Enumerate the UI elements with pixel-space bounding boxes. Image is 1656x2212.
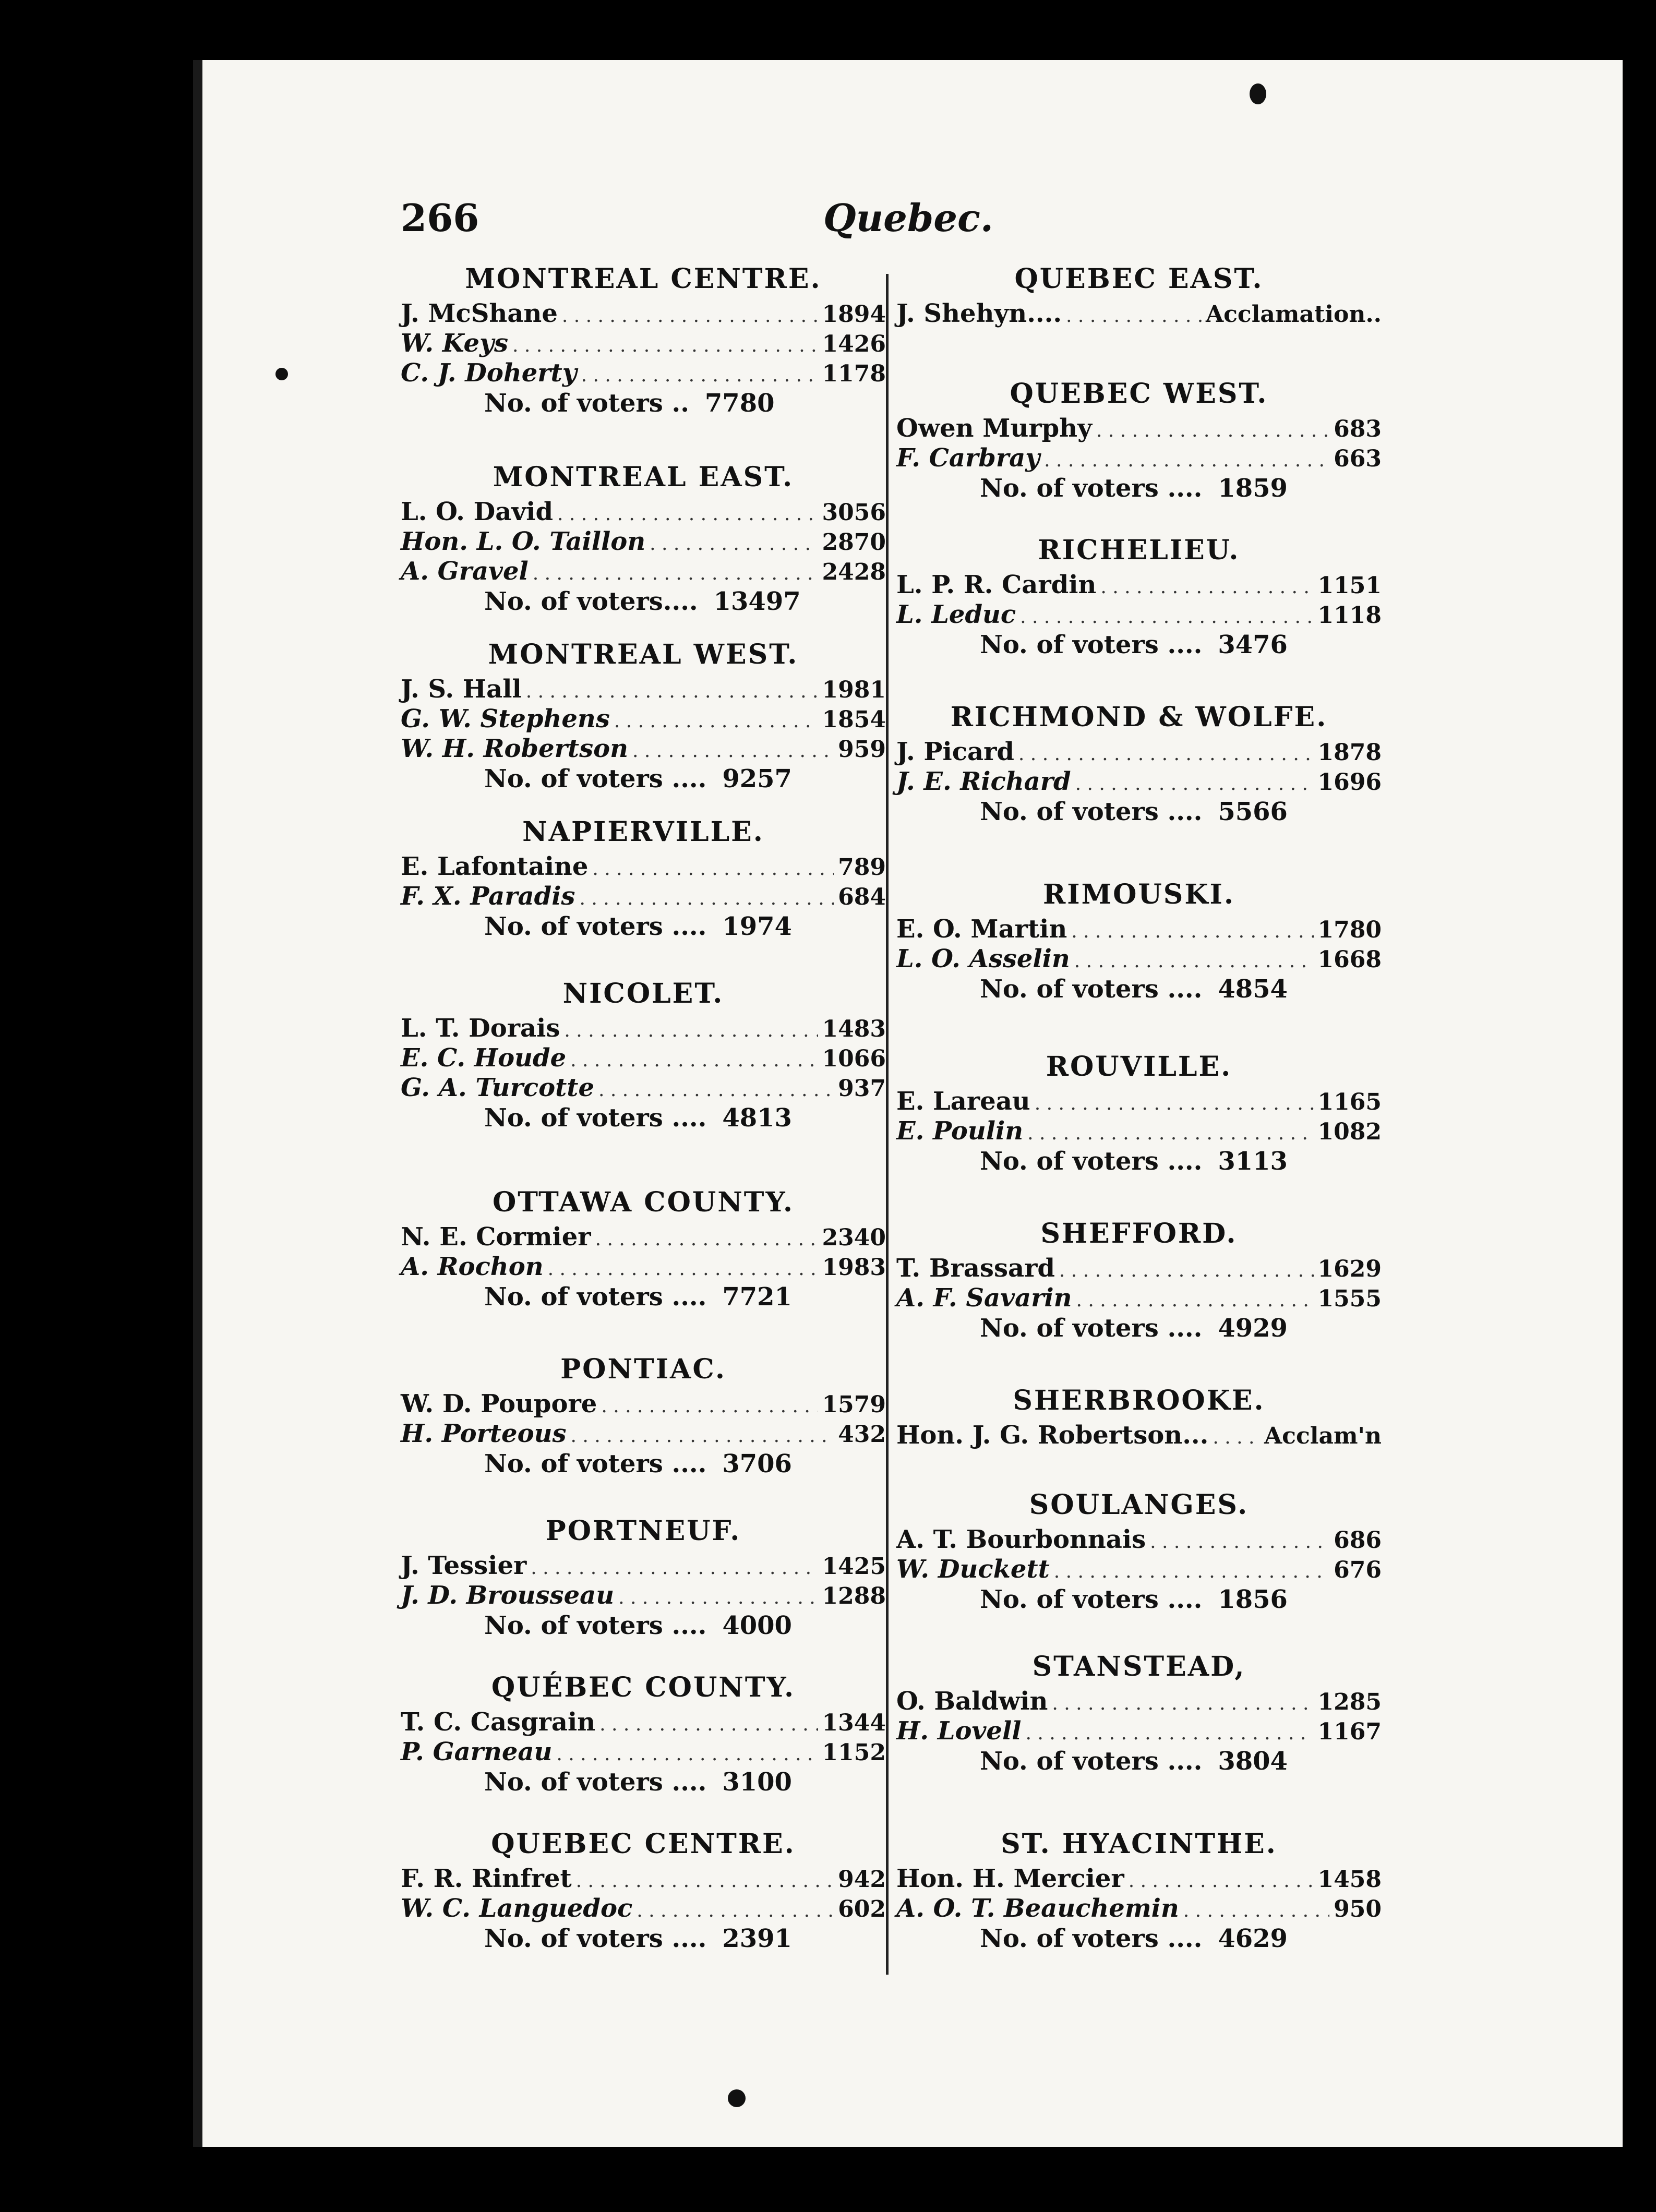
voters-total-row — [896, 1747, 1382, 1775]
dot-leader — [1020, 604, 1313, 631]
district-block — [896, 1823, 1382, 1953]
candidate-votes: Acclam'n — [1264, 1423, 1382, 1449]
dot-leader — [564, 1017, 818, 1044]
candidate-name: Hon. H. Mercier — [896, 1864, 1124, 1893]
voters-label: No. of voters .... — [980, 1147, 1203, 1176]
dot-leader — [1100, 574, 1313, 601]
district-block — [896, 696, 1382, 826]
candidate-name: A. T. Bourbonnais — [896, 1525, 1146, 1554]
voters-total-row — [401, 389, 886, 417]
dot-leader — [1183, 1897, 1329, 1925]
candidate-votes: 789 — [838, 854, 886, 881]
voters-label: No. of voters .... — [980, 1924, 1203, 1953]
voters-label: No. of voters .... — [484, 912, 707, 941]
voters-count: 4629 — [1218, 1924, 1288, 1953]
candidate-name: A. Gravel — [401, 557, 529, 586]
candidate-votes: 959 — [838, 736, 886, 763]
voters-count: 7780 — [704, 389, 775, 418]
candidate-row — [401, 359, 886, 389]
candidate-votes: 1579 — [822, 1391, 886, 1418]
candidate-row — [401, 1253, 886, 1283]
voters-total-row — [401, 1925, 886, 1953]
dot-leader — [1150, 1529, 1329, 1556]
candidate-name: F. Carbray — [896, 443, 1040, 473]
candidate-votes: 1344 — [822, 1710, 886, 1736]
dot-leader — [599, 1711, 818, 1738]
voters-count: 7721 — [722, 1282, 792, 1312]
candidate-row — [401, 300, 886, 330]
district-block — [896, 1380, 1382, 1451]
candidate-name: J. D. Brousseau — [401, 1581, 615, 1610]
candidate-votes: 1696 — [1317, 769, 1382, 796]
ink-speck — [275, 368, 288, 380]
district-name: QUEBEC WEST. — [1010, 378, 1268, 410]
candidate-votes: 1082 — [1317, 1119, 1382, 1145]
candidate-name: L. T. Dorais — [401, 1014, 560, 1043]
voters-total-row — [896, 1314, 1382, 1342]
voters-label: No. of voters.... — [484, 587, 698, 616]
candidate-row — [401, 1044, 886, 1074]
candidate-name: J. S. Hall — [401, 675, 522, 704]
district-block — [401, 1182, 886, 1311]
candidate-name: E. O. Martin — [896, 915, 1067, 944]
candidate-row — [401, 1552, 886, 1582]
dot-leader — [595, 1226, 818, 1253]
candidate-votes: 663 — [1334, 446, 1382, 472]
voters-total-row — [896, 975, 1382, 1003]
candidate-name: H. Lovell — [896, 1716, 1022, 1746]
district-block — [401, 634, 886, 793]
voters-total-row — [896, 474, 1382, 502]
candidate-name: C. J. Doherty — [401, 358, 577, 388]
candidate-votes: 1165 — [1317, 1089, 1382, 1115]
candidate-row — [401, 1074, 886, 1104]
dot-leader — [1054, 1558, 1329, 1585]
candidate-name: Hon. L. O. Taillon — [401, 527, 646, 556]
candidate-row — [401, 1582, 886, 1612]
dot-leader — [618, 1584, 818, 1612]
candidate-name: E. Poulin — [896, 1116, 1024, 1146]
candidate-name: W. C. Languedoc — [401, 1894, 633, 1923]
dot-leader — [512, 332, 818, 359]
dot-leader — [601, 1393, 818, 1420]
candidate-votes: 937 — [838, 1075, 886, 1102]
voters-label: No. of voters .... — [980, 1314, 1203, 1343]
voters-total-row — [401, 1283, 886, 1311]
dot-leader — [614, 708, 818, 735]
dot-leader — [1027, 1120, 1313, 1147]
candidate-row — [896, 1688, 1382, 1717]
district-name: ST. HYACINTHE. — [1001, 1828, 1277, 1860]
candidate-name: W. Keys — [401, 329, 508, 358]
candidate-name: E. C. Houde — [401, 1043, 567, 1073]
candidate-votes: 1629 — [1317, 1256, 1382, 1282]
voters-count: 13497 — [713, 587, 801, 616]
candidate-row — [896, 1865, 1382, 1895]
dot-leader — [1044, 447, 1329, 474]
district-name: SOULANGES. — [1029, 1489, 1249, 1521]
dot-leader — [1071, 918, 1313, 945]
candidate-votes: 2870 — [822, 529, 886, 556]
district-name: MONTREAL EAST. — [493, 461, 794, 493]
district-block — [401, 258, 886, 417]
district-name: SHERBROOKE. — [1013, 1385, 1265, 1416]
voters-label: No. of voters .... — [980, 1747, 1203, 1776]
dot-leader — [1052, 1690, 1313, 1717]
candidate-votes: 950 — [1334, 1896, 1382, 1922]
candidate-votes: 684 — [838, 884, 886, 910]
candidate-votes: 1425 — [822, 1553, 886, 1580]
voters-count: 4000 — [722, 1611, 792, 1640]
dot-leader — [579, 885, 834, 912]
candidate-row — [896, 1717, 1382, 1747]
dot-leader — [1018, 741, 1314, 768]
candidate-votes: 1152 — [822, 1739, 886, 1766]
candidate-votes: 1668 — [1317, 946, 1382, 973]
candidate-row — [401, 1709, 886, 1738]
voters-count: 3476 — [1218, 630, 1288, 659]
voters-label: No. of voters .... — [980, 797, 1203, 826]
voters-label: No. of voters .... — [980, 474, 1203, 503]
voters-label: No. of voters .... — [484, 1449, 707, 1478]
candidate-name: E. Lafontaine — [401, 852, 589, 881]
candidate-row — [401, 883, 886, 912]
voters-total-row — [401, 587, 886, 616]
page-number: 266 — [401, 196, 479, 240]
candidate-votes: 686 — [1334, 1527, 1382, 1554]
candidate-name: P. Garneau — [401, 1737, 553, 1766]
voters-label: No. of voters .... — [484, 1282, 707, 1312]
district-block — [401, 1349, 886, 1478]
candidate-row — [896, 1255, 1382, 1284]
candidate-votes: 1426 — [822, 331, 886, 357]
voters-count: 9257 — [722, 764, 792, 794]
dot-leader — [650, 531, 818, 558]
candidate-name: A. O. T. Beauchemin — [896, 1894, 1179, 1923]
voters-total-row — [896, 798, 1382, 826]
candidate-name: J. Tessier — [401, 1551, 527, 1580]
voters-count: 3113 — [1218, 1147, 1288, 1176]
dot-leader — [581, 362, 818, 389]
candidate-votes: 2428 — [822, 559, 886, 585]
candidate-row — [896, 1895, 1382, 1925]
district-block — [401, 811, 886, 941]
district-name: PONTIAC. — [560, 1353, 726, 1385]
column-divider — [886, 274, 889, 1975]
candidate-votes: 1894 — [822, 301, 886, 328]
district-block — [401, 456, 886, 616]
candidate-name: W. D. Poupore — [401, 1389, 597, 1418]
candidate-name: F. R. Rinfret — [401, 1864, 572, 1893]
voters-count: 2391 — [722, 1924, 792, 1953]
candidate-name: Owen Murphy — [896, 414, 1092, 443]
candidate-name: O. Baldwin — [896, 1687, 1048, 1716]
voters-total-row — [896, 1147, 1382, 1175]
candidate-row — [401, 735, 886, 765]
candidate-row — [896, 300, 1382, 330]
dot-leader — [526, 678, 818, 705]
dot-leader — [1213, 1424, 1260, 1451]
district-name: STANSTEAD, — [1032, 1651, 1246, 1682]
candidate-votes: 602 — [838, 1896, 886, 1922]
voters-count: 3804 — [1218, 1747, 1288, 1776]
candidate-name: G. W. Stephens — [401, 704, 610, 734]
candidate-row — [401, 1420, 886, 1450]
dot-leader — [632, 738, 834, 765]
candidate-votes: 942 — [838, 1866, 886, 1893]
voters-total-row — [401, 1450, 886, 1478]
candidate-row — [896, 601, 1382, 631]
candidate-votes: 1483 — [822, 1016, 886, 1042]
dot-leader — [570, 1047, 818, 1074]
voters-total-row — [401, 1612, 886, 1640]
candidate-row — [401, 676, 886, 705]
district-block — [401, 973, 886, 1132]
candidate-row — [896, 1284, 1382, 1314]
voters-total-row — [401, 1104, 886, 1132]
candidate-name: L. P. R. Cardin — [896, 570, 1097, 599]
district-block — [896, 1046, 1382, 1175]
candidate-row — [896, 916, 1382, 945]
candidate-name: E. Lareau — [896, 1087, 1030, 1116]
district-block — [896, 1213, 1382, 1342]
district-name: QUÉBEC COUNTY. — [491, 1672, 796, 1703]
voters-label: No. of voters .... — [484, 1103, 707, 1133]
district-name: QUEBEC CENTRE. — [491, 1828, 796, 1860]
candidate-row — [401, 1390, 886, 1420]
district-name: PORTNEUF. — [545, 1515, 741, 1547]
district-name: OTTAWA COUNTY. — [492, 1186, 795, 1218]
candidate-votes: 1555 — [1317, 1285, 1382, 1312]
candidate-name: J. McShane — [401, 299, 558, 328]
district-block — [401, 1823, 886, 1953]
voters-label: No. of voters .... — [484, 1611, 707, 1640]
voters-count: 4813 — [722, 1103, 792, 1133]
candidate-row — [401, 1223, 886, 1253]
district-name: MONTREAL WEST. — [488, 639, 799, 670]
candidate-row — [896, 945, 1382, 975]
voters-count: 4929 — [1218, 1314, 1288, 1343]
dot-leader — [1066, 303, 1202, 330]
dot-leader — [1059, 1257, 1314, 1284]
candidate-votes: 676 — [1334, 1557, 1382, 1583]
dot-leader — [556, 1741, 818, 1768]
dot-leader — [1035, 1090, 1314, 1117]
candidate-row — [896, 1117, 1382, 1147]
dot-leader — [1025, 1720, 1313, 1747]
running-head: Quebec. — [823, 196, 993, 240]
candidate-name: N. E. Cormier — [401, 1222, 591, 1252]
dot-leader — [531, 1555, 818, 1582]
candidate-name: G. A. Turcotte — [401, 1073, 594, 1102]
candidate-name: L. Leduc — [896, 600, 1016, 629]
voters-count: 3100 — [722, 1768, 792, 1797]
candidate-votes: 1066 — [822, 1045, 886, 1072]
candidate-name: T. Brassard — [896, 1254, 1055, 1283]
voters-total-row — [401, 1768, 886, 1796]
candidate-row — [401, 528, 886, 558]
voters-count: 1974 — [722, 912, 792, 941]
dot-leader — [637, 1897, 834, 1925]
candidate-row — [401, 1015, 886, 1044]
candidate-row — [896, 768, 1382, 798]
candidate-row — [401, 853, 886, 883]
voters-label: No. of voters .... — [484, 1768, 707, 1797]
candidate-name: Hon. J. G. Robertson... — [896, 1421, 1209, 1450]
voters-total-row — [896, 1925, 1382, 1953]
candidate-row — [401, 1865, 886, 1895]
candidate-name: J. E. Richard — [896, 767, 1071, 796]
voters-count: 5566 — [1218, 797, 1288, 826]
dot-leader — [562, 303, 818, 330]
voters-label: No. of voters .... — [980, 975, 1203, 1004]
candidate-votes: 1118 — [1317, 602, 1382, 629]
district-name: MONTREAL CENTRE. — [465, 263, 822, 295]
book-page — [193, 60, 1623, 2147]
candidate-name: L. O. David — [401, 497, 554, 526]
candidate-row — [401, 705, 886, 735]
district-name: RICHELIEU. — [1038, 534, 1240, 566]
district-block — [896, 258, 1382, 330]
voters-label: No. of voters .. — [484, 389, 689, 418]
district-block — [896, 373, 1382, 502]
candidate-row — [896, 738, 1382, 768]
candidate-votes: 1285 — [1317, 1689, 1382, 1715]
candidate-name: T. C. Casgrain — [401, 1708, 596, 1737]
candidate-votes: Acclamation.. — [1205, 301, 1382, 328]
candidate-votes: 1981 — [822, 677, 886, 703]
candidate-row — [896, 415, 1382, 444]
candidate-row — [401, 1738, 886, 1768]
candidate-row — [896, 571, 1382, 601]
candidate-votes: 1854 — [822, 706, 886, 733]
district-block — [896, 530, 1382, 659]
candidate-row — [401, 498, 886, 528]
candidate-row — [896, 1526, 1382, 1556]
district-name: QUEBEC EAST. — [1014, 263, 1264, 295]
candidate-name: J. Picard — [896, 737, 1014, 766]
dot-leader — [557, 501, 818, 528]
dot-leader — [1075, 771, 1314, 798]
ink-speck — [1250, 83, 1266, 104]
voters-total-row — [401, 912, 886, 941]
voters-count: 1856 — [1218, 1585, 1288, 1614]
district-name: NAPIERVILLE. — [522, 816, 764, 848]
candidate-votes: 683 — [1334, 416, 1382, 442]
dot-leader — [1129, 1868, 1314, 1895]
district-block — [896, 1484, 1382, 1614]
candidate-votes: 3056 — [822, 499, 886, 526]
district-block — [401, 1510, 886, 1640]
dot-leader — [576, 1868, 834, 1895]
district-name: RIMOUSKI. — [1043, 879, 1235, 910]
dot-leader — [1074, 948, 1314, 975]
dot-leader — [1076, 1287, 1314, 1314]
district-name: SHEFFORD. — [1040, 1218, 1238, 1249]
voters-total-row — [896, 631, 1382, 659]
candidate-votes: 1151 — [1317, 572, 1382, 599]
voters-count: 1859 — [1218, 474, 1288, 503]
district-name: RICHMOND & WOLFE. — [950, 701, 1328, 733]
candidate-votes: 1288 — [822, 1583, 886, 1609]
candidate-votes: 1780 — [1317, 917, 1382, 943]
voters-label: No. of voters .... — [980, 1585, 1203, 1614]
district-block — [896, 874, 1382, 1003]
voters-label: No. of voters .... — [484, 764, 707, 794]
candidate-name: L. O. Asselin — [896, 944, 1070, 973]
voters-count: 4854 — [1218, 975, 1288, 1004]
district-block — [896, 1646, 1382, 1775]
candidate-name: J. Shehyn.... — [896, 299, 1062, 328]
candidate-votes: 1178 — [822, 360, 886, 387]
candidate-votes: 1983 — [822, 1254, 886, 1281]
candidate-name: H. Porteous — [401, 1419, 567, 1448]
candidate-row — [896, 1088, 1382, 1117]
dot-leader — [592, 856, 834, 883]
voters-count: 3706 — [722, 1449, 792, 1478]
dot-leader — [533, 560, 818, 587]
dot-leader — [571, 1423, 834, 1450]
candidate-row — [896, 1556, 1382, 1585]
candidate-votes: 1458 — [1317, 1866, 1382, 1893]
district-name: ROUVILLE. — [1046, 1051, 1232, 1083]
voters-label: No. of voters .... — [980, 630, 1203, 659]
candidate-name: A. Rochon — [401, 1252, 544, 1281]
ink-speck — [728, 2089, 746, 2107]
candidate-name: W. Duckett — [896, 1555, 1050, 1584]
district-block — [401, 1667, 886, 1796]
candidate-row — [896, 1422, 1382, 1451]
dot-leader — [598, 1077, 834, 1104]
candidate-votes: 2340 — [822, 1224, 886, 1251]
voters-total-row — [896, 1585, 1382, 1614]
candidate-row — [401, 1895, 886, 1925]
candidate-votes: 1878 — [1317, 739, 1382, 766]
candidate-votes: 432 — [838, 1421, 886, 1448]
district-name: NICOLET. — [562, 978, 724, 1009]
candidate-votes: 1167 — [1317, 1718, 1382, 1745]
candidate-name: A. F. Savarin — [896, 1283, 1072, 1313]
dot-leader — [1096, 417, 1329, 444]
voters-label: No. of voters .... — [484, 1924, 707, 1953]
candidate-row — [401, 330, 886, 359]
candidate-name: W. H. Robertson — [401, 734, 629, 763]
voters-total-row — [401, 765, 886, 793]
dot-leader — [548, 1256, 818, 1283]
candidate-name: F. X. Paradis — [401, 882, 575, 911]
candidate-row — [401, 558, 886, 587]
candidate-row — [896, 444, 1382, 474]
